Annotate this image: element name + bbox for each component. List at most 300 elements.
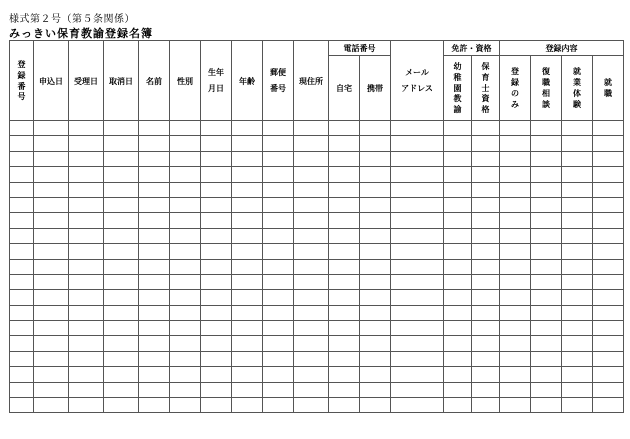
- table-cell[interactable]: [329, 398, 360, 413]
- table-cell[interactable]: [232, 213, 263, 228]
- table-cell[interactable]: [69, 274, 104, 289]
- table-cell[interactable]: [329, 290, 360, 305]
- table-cell[interactable]: [593, 167, 624, 182]
- table-cell[interactable]: [69, 121, 104, 136]
- table-cell[interactable]: [391, 182, 444, 197]
- table-cell[interactable]: [391, 244, 444, 259]
- table-cell[interactable]: [593, 274, 624, 289]
- table-cell[interactable]: [444, 398, 472, 413]
- table-cell[interactable]: [391, 136, 444, 151]
- table-cell[interactable]: [263, 213, 294, 228]
- table-cell[interactable]: [232, 336, 263, 351]
- table-cell[interactable]: [593, 213, 624, 228]
- table-cell[interactable]: [593, 121, 624, 136]
- table-cell[interactable]: [329, 228, 360, 243]
- table-cell[interactable]: [201, 182, 232, 197]
- table-cell[interactable]: [201, 398, 232, 413]
- table-cell[interactable]: [104, 305, 139, 320]
- table-cell[interactable]: [170, 244, 201, 259]
- table-cell[interactable]: [263, 382, 294, 397]
- table-cell[interactable]: [10, 351, 34, 366]
- table-cell[interactable]: [201, 367, 232, 382]
- table-cell[interactable]: [139, 136, 170, 151]
- table-cell[interactable]: [139, 321, 170, 336]
- table-cell[interactable]: [69, 398, 104, 413]
- table-cell[interactable]: [360, 244, 391, 259]
- table-cell[interactable]: [562, 274, 593, 289]
- table-cell[interactable]: [104, 228, 139, 243]
- table-cell[interactable]: [201, 336, 232, 351]
- table-cell[interactable]: [139, 121, 170, 136]
- table-cell[interactable]: [531, 244, 562, 259]
- table-cell[interactable]: [263, 290, 294, 305]
- table-cell[interactable]: [170, 305, 201, 320]
- table-cell[interactable]: [391, 367, 444, 382]
- table-cell[interactable]: [562, 382, 593, 397]
- table-cell[interactable]: [444, 259, 472, 274]
- table-cell[interactable]: [294, 367, 329, 382]
- table-cell[interactable]: [69, 182, 104, 197]
- table-cell[interactable]: [69, 290, 104, 305]
- table-cell[interactable]: [500, 351, 531, 366]
- table-cell[interactable]: [500, 398, 531, 413]
- table-cell[interactable]: [500, 121, 531, 136]
- table-cell[interactable]: [69, 305, 104, 320]
- table-cell[interactable]: [34, 182, 69, 197]
- table-cell[interactable]: [232, 382, 263, 397]
- table-cell[interactable]: [329, 367, 360, 382]
- table-cell[interactable]: [10, 228, 34, 243]
- table-cell[interactable]: [500, 274, 531, 289]
- table-cell[interactable]: [139, 244, 170, 259]
- table-cell[interactable]: [232, 228, 263, 243]
- table-cell[interactable]: [360, 398, 391, 413]
- table-cell[interactable]: [562, 351, 593, 366]
- table-cell[interactable]: [500, 336, 531, 351]
- table-cell[interactable]: [593, 136, 624, 151]
- table-cell[interactable]: [360, 259, 391, 274]
- table-cell[interactable]: [10, 398, 34, 413]
- table-cell[interactable]: [139, 167, 170, 182]
- table-cell[interactable]: [531, 136, 562, 151]
- table-cell[interactable]: [294, 398, 329, 413]
- table-cell[interactable]: [104, 259, 139, 274]
- table-cell[interactable]: [562, 259, 593, 274]
- table-cell[interactable]: [232, 351, 263, 366]
- table-cell[interactable]: [562, 121, 593, 136]
- table-cell[interactable]: [531, 197, 562, 212]
- table-cell[interactable]: [294, 167, 329, 182]
- table-cell[interactable]: [69, 151, 104, 166]
- table-cell[interactable]: [294, 274, 329, 289]
- table-cell[interactable]: [263, 321, 294, 336]
- table-cell[interactable]: [263, 398, 294, 413]
- table-cell[interactable]: [329, 151, 360, 166]
- table-cell[interactable]: [232, 121, 263, 136]
- table-cell[interactable]: [34, 244, 69, 259]
- table-cell[interactable]: [139, 182, 170, 197]
- table-cell[interactable]: [170, 259, 201, 274]
- table-cell[interactable]: [472, 244, 500, 259]
- table-cell[interactable]: [391, 321, 444, 336]
- table-cell[interactable]: [139, 228, 170, 243]
- table-cell[interactable]: [444, 136, 472, 151]
- table-cell[interactable]: [232, 290, 263, 305]
- table-cell[interactable]: [472, 305, 500, 320]
- table-cell[interactable]: [69, 321, 104, 336]
- table-cell[interactable]: [232, 244, 263, 259]
- table-cell[interactable]: [391, 336, 444, 351]
- table-cell[interactable]: [10, 151, 34, 166]
- table-cell[interactable]: [263, 274, 294, 289]
- table-cell[interactable]: [329, 321, 360, 336]
- table-cell[interactable]: [34, 151, 69, 166]
- table-cell[interactable]: [531, 351, 562, 366]
- table-cell[interactable]: [34, 121, 69, 136]
- table-cell[interactable]: [593, 305, 624, 320]
- table-cell[interactable]: [201, 382, 232, 397]
- table-cell[interactable]: [593, 259, 624, 274]
- table-cell[interactable]: [294, 259, 329, 274]
- table-cell[interactable]: [531, 259, 562, 274]
- table-cell[interactable]: [232, 151, 263, 166]
- table-cell[interactable]: [360, 305, 391, 320]
- table-cell[interactable]: [531, 290, 562, 305]
- table-cell[interactable]: [69, 244, 104, 259]
- table-cell[interactable]: [391, 167, 444, 182]
- table-cell[interactable]: [232, 136, 263, 151]
- table-cell[interactable]: [329, 259, 360, 274]
- table-cell[interactable]: [10, 336, 34, 351]
- table-cell[interactable]: [34, 228, 69, 243]
- table-cell[interactable]: [294, 244, 329, 259]
- table-cell[interactable]: [104, 274, 139, 289]
- table-cell[interactable]: [170, 336, 201, 351]
- table-cell[interactable]: [472, 336, 500, 351]
- table-cell[interactable]: [139, 398, 170, 413]
- table-cell[interactable]: [104, 290, 139, 305]
- table-cell[interactable]: [170, 136, 201, 151]
- table-cell[interactable]: [294, 305, 329, 320]
- table-cell[interactable]: [69, 136, 104, 151]
- table-cell[interactable]: [201, 321, 232, 336]
- table-cell[interactable]: [391, 351, 444, 366]
- table-cell[interactable]: [104, 367, 139, 382]
- table-cell[interactable]: [232, 197, 263, 212]
- table-cell[interactable]: [562, 367, 593, 382]
- table-cell[interactable]: [593, 398, 624, 413]
- table-cell[interactable]: [593, 367, 624, 382]
- table-cell[interactable]: [263, 367, 294, 382]
- table-cell[interactable]: [472, 197, 500, 212]
- table-cell[interactable]: [593, 182, 624, 197]
- table-cell[interactable]: [139, 336, 170, 351]
- table-cell[interactable]: [593, 197, 624, 212]
- table-cell[interactable]: [562, 197, 593, 212]
- table-cell[interactable]: [562, 167, 593, 182]
- table-cell[interactable]: [104, 336, 139, 351]
- table-cell[interactable]: [593, 151, 624, 166]
- table-cell[interactable]: [34, 367, 69, 382]
- table-cell[interactable]: [263, 351, 294, 366]
- table-cell[interactable]: [201, 305, 232, 320]
- table-cell[interactable]: [10, 274, 34, 289]
- table-cell[interactable]: [139, 274, 170, 289]
- table-cell[interactable]: [232, 259, 263, 274]
- table-cell[interactable]: [104, 182, 139, 197]
- table-cell[interactable]: [69, 167, 104, 182]
- table-cell[interactable]: [329, 305, 360, 320]
- table-cell[interactable]: [472, 213, 500, 228]
- table-cell[interactable]: [329, 274, 360, 289]
- table-cell[interactable]: [170, 290, 201, 305]
- table-cell[interactable]: [360, 197, 391, 212]
- table-cell[interactable]: [444, 151, 472, 166]
- table-cell[interactable]: [294, 121, 329, 136]
- table-cell[interactable]: [391, 228, 444, 243]
- table-cell[interactable]: [444, 290, 472, 305]
- table-cell[interactable]: [531, 121, 562, 136]
- table-cell[interactable]: [472, 136, 500, 151]
- table-cell[interactable]: [531, 305, 562, 320]
- table-cell[interactable]: [10, 167, 34, 182]
- table-cell[interactable]: [329, 197, 360, 212]
- table-cell[interactable]: [34, 321, 69, 336]
- table-cell[interactable]: [201, 136, 232, 151]
- table-cell[interactable]: [263, 136, 294, 151]
- table-cell[interactable]: [294, 336, 329, 351]
- table-cell[interactable]: [444, 382, 472, 397]
- table-cell[interactable]: [201, 151, 232, 166]
- table-cell[interactable]: [329, 336, 360, 351]
- table-cell[interactable]: [34, 167, 69, 182]
- table-cell[interactable]: [170, 351, 201, 366]
- table-cell[interactable]: [500, 136, 531, 151]
- table-cell[interactable]: [10, 305, 34, 320]
- table-cell[interactable]: [531, 398, 562, 413]
- table-cell[interactable]: [69, 351, 104, 366]
- table-cell[interactable]: [329, 136, 360, 151]
- table-cell[interactable]: [201, 274, 232, 289]
- table-cell[interactable]: [329, 351, 360, 366]
- table-cell[interactable]: [562, 244, 593, 259]
- table-cell[interactable]: [391, 290, 444, 305]
- table-cell[interactable]: [10, 259, 34, 274]
- table-cell[interactable]: [69, 382, 104, 397]
- table-cell[interactable]: [294, 136, 329, 151]
- table-cell[interactable]: [391, 151, 444, 166]
- table-cell[interactable]: [531, 382, 562, 397]
- table-cell[interactable]: [360, 151, 391, 166]
- table-cell[interactable]: [34, 305, 69, 320]
- table-cell[interactable]: [472, 121, 500, 136]
- table-cell[interactable]: [593, 351, 624, 366]
- table-cell[interactable]: [593, 244, 624, 259]
- table-cell[interactable]: [201, 167, 232, 182]
- table-cell[interactable]: [531, 151, 562, 166]
- table-cell[interactable]: [232, 321, 263, 336]
- table-cell[interactable]: [10, 290, 34, 305]
- table-cell[interactable]: [531, 321, 562, 336]
- table-cell[interactable]: [263, 244, 294, 259]
- table-cell[interactable]: [139, 305, 170, 320]
- table-cell[interactable]: [104, 382, 139, 397]
- table-cell[interactable]: [294, 351, 329, 366]
- table-cell[interactable]: [139, 213, 170, 228]
- table-cell[interactable]: [472, 321, 500, 336]
- table-cell[interactable]: [139, 151, 170, 166]
- table-cell[interactable]: [593, 321, 624, 336]
- table-cell[interactable]: [104, 398, 139, 413]
- table-cell[interactable]: [201, 351, 232, 366]
- table-cell[interactable]: [472, 367, 500, 382]
- table-cell[interactable]: [104, 197, 139, 212]
- table-cell[interactable]: [562, 182, 593, 197]
- table-cell[interactable]: [531, 274, 562, 289]
- table-cell[interactable]: [329, 182, 360, 197]
- table-cell[interactable]: [360, 136, 391, 151]
- table-cell[interactable]: [593, 382, 624, 397]
- table-cell[interactable]: [34, 213, 69, 228]
- table-cell[interactable]: [10, 136, 34, 151]
- table-cell[interactable]: [531, 213, 562, 228]
- table-cell[interactable]: [444, 351, 472, 366]
- table-cell[interactable]: [391, 213, 444, 228]
- table-cell[interactable]: [10, 182, 34, 197]
- table-cell[interactable]: [232, 305, 263, 320]
- table-cell[interactable]: [201, 259, 232, 274]
- table-cell[interactable]: [531, 167, 562, 182]
- table-cell[interactable]: [500, 197, 531, 212]
- table-cell[interactable]: [263, 259, 294, 274]
- table-cell[interactable]: [593, 336, 624, 351]
- table-cell[interactable]: [360, 182, 391, 197]
- table-cell[interactable]: [472, 274, 500, 289]
- table-cell[interactable]: [472, 382, 500, 397]
- table-cell[interactable]: [360, 321, 391, 336]
- table-cell[interactable]: [360, 382, 391, 397]
- table-cell[interactable]: [472, 228, 500, 243]
- table-cell[interactable]: [263, 121, 294, 136]
- table-cell[interactable]: [360, 336, 391, 351]
- table-cell[interactable]: [170, 167, 201, 182]
- table-cell[interactable]: [34, 351, 69, 366]
- table-cell[interactable]: [500, 321, 531, 336]
- table-cell[interactable]: [104, 151, 139, 166]
- table-cell[interactable]: [170, 228, 201, 243]
- table-cell[interactable]: [593, 290, 624, 305]
- table-cell[interactable]: [562, 321, 593, 336]
- table-cell[interactable]: [104, 167, 139, 182]
- table-cell[interactable]: [104, 136, 139, 151]
- table-cell[interactable]: [69, 228, 104, 243]
- table-cell[interactable]: [170, 151, 201, 166]
- table-cell[interactable]: [444, 121, 472, 136]
- table-cell[interactable]: [263, 305, 294, 320]
- table-cell[interactable]: [170, 213, 201, 228]
- table-cell[interactable]: [472, 259, 500, 274]
- table-cell[interactable]: [472, 151, 500, 166]
- table-cell[interactable]: [104, 121, 139, 136]
- table-cell[interactable]: [500, 305, 531, 320]
- table-cell[interactable]: [562, 136, 593, 151]
- table-cell[interactable]: [329, 213, 360, 228]
- table-cell[interactable]: [391, 197, 444, 212]
- table-cell[interactable]: [294, 197, 329, 212]
- table-cell[interactable]: [34, 290, 69, 305]
- table-cell[interactable]: [170, 382, 201, 397]
- table-cell[interactable]: [139, 382, 170, 397]
- table-cell[interactable]: [531, 336, 562, 351]
- table-cell[interactable]: [34, 259, 69, 274]
- table-cell[interactable]: [360, 121, 391, 136]
- table-cell[interactable]: [201, 228, 232, 243]
- table-cell[interactable]: [232, 274, 263, 289]
- table-cell[interactable]: [444, 244, 472, 259]
- table-cell[interactable]: [562, 228, 593, 243]
- table-cell[interactable]: [232, 182, 263, 197]
- table-cell[interactable]: [562, 151, 593, 166]
- table-cell[interactable]: [104, 213, 139, 228]
- table-cell[interactable]: [294, 182, 329, 197]
- table-cell[interactable]: [263, 197, 294, 212]
- table-cell[interactable]: [170, 398, 201, 413]
- table-cell[interactable]: [444, 167, 472, 182]
- table-cell[interactable]: [444, 336, 472, 351]
- table-cell[interactable]: [593, 228, 624, 243]
- table-cell[interactable]: [329, 167, 360, 182]
- table-cell[interactable]: [444, 305, 472, 320]
- table-cell[interactable]: [139, 197, 170, 212]
- table-cell[interactable]: [391, 398, 444, 413]
- table-cell[interactable]: [562, 290, 593, 305]
- table-cell[interactable]: [472, 182, 500, 197]
- table-cell[interactable]: [360, 351, 391, 366]
- table-cell[interactable]: [500, 167, 531, 182]
- table-cell[interactable]: [201, 197, 232, 212]
- table-cell[interactable]: [562, 398, 593, 413]
- table-cell[interactable]: [263, 336, 294, 351]
- table-cell[interactable]: [10, 382, 34, 397]
- table-cell[interactable]: [472, 167, 500, 182]
- table-cell[interactable]: [170, 367, 201, 382]
- table-cell[interactable]: [562, 336, 593, 351]
- table-cell[interactable]: [294, 382, 329, 397]
- table-cell[interactable]: [444, 213, 472, 228]
- table-cell[interactable]: [104, 351, 139, 366]
- table-cell[interactable]: [500, 290, 531, 305]
- table-cell[interactable]: [69, 336, 104, 351]
- table-cell[interactable]: [232, 167, 263, 182]
- table-cell[interactable]: [10, 121, 34, 136]
- table-cell[interactable]: [391, 382, 444, 397]
- table-cell[interactable]: [329, 382, 360, 397]
- table-cell[interactable]: [500, 228, 531, 243]
- table-cell[interactable]: [294, 228, 329, 243]
- table-cell[interactable]: [69, 367, 104, 382]
- table-cell[interactable]: [10, 321, 34, 336]
- table-cell[interactable]: [10, 213, 34, 228]
- table-cell[interactable]: [201, 213, 232, 228]
- table-cell[interactable]: [201, 244, 232, 259]
- table-cell[interactable]: [10, 367, 34, 382]
- table-cell[interactable]: [360, 213, 391, 228]
- table-cell[interactable]: [500, 367, 531, 382]
- table-cell[interactable]: [500, 182, 531, 197]
- table-cell[interactable]: [444, 274, 472, 289]
- table-cell[interactable]: [263, 182, 294, 197]
- table-cell[interactable]: [69, 213, 104, 228]
